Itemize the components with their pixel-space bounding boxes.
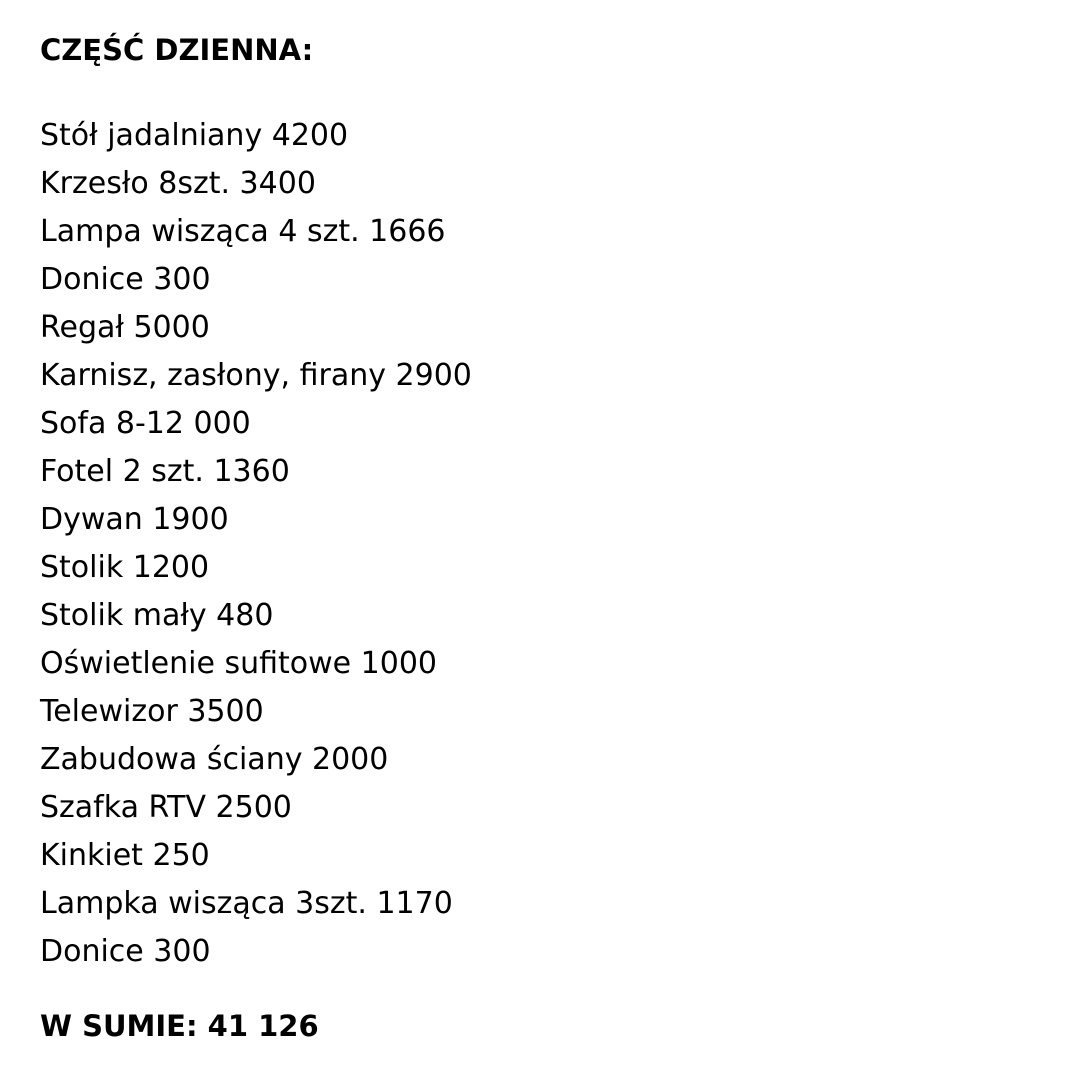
list-item: Lampka wisząca 3szt. 1170	[40, 886, 453, 921]
item-list	[40, 112, 472, 976]
list-item: Stolik 1200	[40, 550, 210, 585]
list-item: Karnisz, zasłony, firany 2900	[40, 358, 472, 393]
list-item: Stół jadalniany 4200	[40, 118, 349, 153]
list-item: Regał 5000	[40, 310, 210, 345]
total-sum: W SUMIE: 41 126	[40, 1009, 319, 1043]
list-item: Telewizor 3500	[40, 694, 264, 729]
list-item: Oświetlenie sufitowe 1000	[40, 646, 438, 681]
list-item: Krzesło 8szt. 3400	[40, 166, 316, 201]
list-item: Donice 300	[40, 934, 211, 969]
list-item: Zabudowa ściany 2000	[40, 742, 389, 777]
list-item: Kinkiet 250	[40, 838, 210, 873]
list-item: Fotel 2 szt. 1360	[40, 454, 290, 489]
section-heading: CZĘŚĆ DZIENNA:	[40, 33, 314, 67]
list-item: Donice 300	[40, 262, 211, 297]
list-item: Dywan 1900	[40, 502, 229, 537]
list-item: Szafka RTV 2500	[40, 790, 292, 825]
list-item: Lampa wisząca 4 szt. 1666	[40, 214, 446, 249]
list-item: Stolik mały 480	[40, 598, 274, 633]
list-item: Sofa 8-12 000	[40, 406, 251, 441]
document-page	[40, 0, 1040, 1080]
